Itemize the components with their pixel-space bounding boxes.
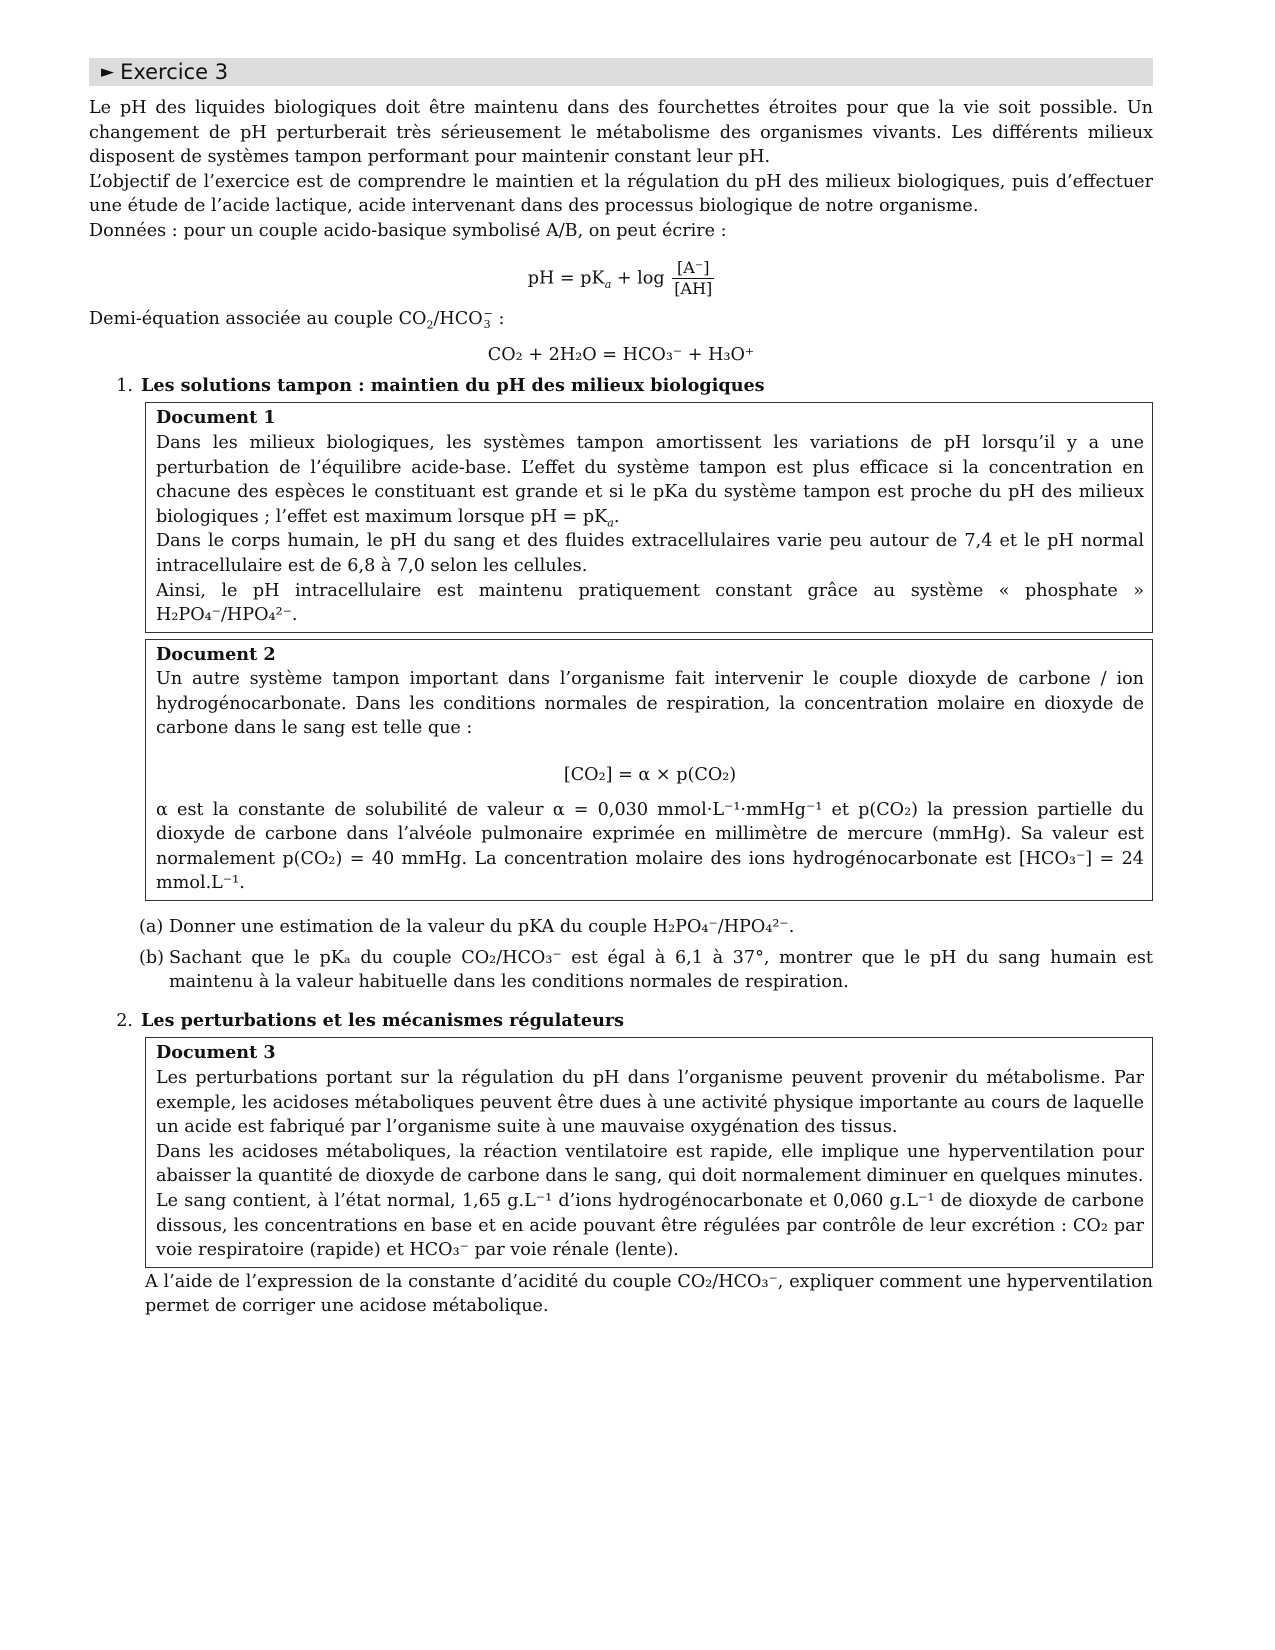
question-1 [89,374,1153,399]
document-2-title: Document 2 [156,643,276,665]
question-1b-text: Sachant que le pKₐ du couple CO₂/HCO₃⁻ est égal à 6,1 à 37°, montrer que le pH du sang humain est maintenu à la valeur habituelle dans les conditions normales de respiration. [169,947,1153,993]
question-1a [139,915,1153,940]
document-1-paragraph-1: Dans les milieux biologiques, les systèmes tampon amortissent les variations de pH lorsqu’il y a une perturbation de l’équilibre acide-base. L’effet du système tampon est plus efficace si la concentration en chacune des espèces le constituant est grande et si le pKa du système tampon est proche du pH des milieux biologiques ; l’effet est maximum lorsque pH = $pK_a$. [156,432,1144,530]
question-1b-label: (b) [139,947,164,968]
exercise-title: Exercice 3 [120,59,229,84]
document-3-paragraph-1: Les perturbations portant sur la régulation du pH dans l’organisme peuvent provenir du métabolisme. Par exemple, les acidoses métaboliques peuvent être dues à une activité physique importante au cours de laquelle un acide est fabriqué par l’organisme suite à une mauvaise oxygénation des tissus. [156,1068,1144,1138]
document-1 [145,402,1153,632]
question-1a-label: (a) [139,917,164,938]
document-1-paragraph-3: Ainsi, le pH intracellulaire est maintenu pratiquement constant grâce au système « phosphate » H₂PO₄⁻/HPO₄²⁻. [156,580,1144,626]
question-1-title: Les solutions tampon : maintien du pH des milieux biologiques [141,374,765,396]
triangle-marker-icon: ► [101,61,115,82]
question-2-number: 2. [116,1010,133,1031]
exercise-page [89,58,1153,1319]
document-2-paragraph-1: Un autre système tampon important dans l’organisme fait intervenir le couple dioxyde de carbone / ion hydrogénocarbonate. Dans les conditions normales de respiration, la concentration molaire en dioxyde de carbone dans le sang est telle que : [156,669,1144,739]
question-1-number: 1. [116,375,133,396]
henderson-formula: pH = $pK_a + \log$ $\frac{[A^-]}{[AH]}$ [527,257,713,298]
question-1a-text: Donner une estimation de la valeur du pKA du couple H₂PO₄⁻/HPO₄²⁻. [169,917,795,938]
exercise-header [89,58,1153,86]
document-2 [145,639,1153,901]
intro-paragraph-2: L’objectif de l’exercice est de comprendre le maintien et la régulation du pH des milieux biologiques, puis d’effectuer une étude de l’acide lactique, acide intervenant dans des processus biologique de notre organisme. [89,171,1153,217]
intro-data-line: Données : pour un couple acido-basique symbolisé A/B, on peut écrire : [89,220,727,241]
document-1-paragraph-2: Dans le corps humain, le pH du sang et des fluides extracellulaires varie peu autour de 7,4 et le pH normal intracellulaire est de 6,8 à 7,0 selon les cellules. [156,531,1144,576]
document-2-paragraph-2: α est la constante de solubilité de valeur α = 0,030 mmol·L⁻¹·mmHg⁻¹ et p(CO₂) la pression partielle du dioxyde de carbone dans l’alvéole pulmonaire exprimée en millimètre de mercure (mmHg). Sa valeur est normalement p(CO₂) = 40 mmHg. La concentration molaire des ions hydrogénocarbonate est [HCO₃⁻] = 24 mmol.L⁻¹. [156,799,1144,894]
question-1b [139,946,1153,995]
question-2-title: Les perturbations et les mécanismes régulateurs [141,1009,625,1031]
document-3-paragraph-3: Le sang contient, à l’état normal, 1,65 g.L⁻¹ d’ions hydrogénocarbonate et 0,060 g.L⁻¹ de dioxyde de carbone dissous, les concentrations en base et en acide pouvant être régulées par contrôle de leur excrétion : CO₂ par voie respiratoire (rapide) et HCO₃⁻ par voie rénale (lente). [156,1190,1144,1261]
question-2-text: A l’aide de l’expression de la constante d’acidité du couple CO₂/HCO₃⁻, expliquer comment une hyperventilation permet de corriger une acidose métabolique. [145,1271,1153,1317]
question-2 [89,1009,1153,1034]
document-3 [145,1037,1153,1267]
formula-fraction: $\frac{[A^-]}{[AH]}$ [674,257,713,298]
intro-paragraph-1: Le pH des liquides biologiques doit être maintenu dans des fourchettes étroites pour que la vie soit possible. Un changement de pH perturberait très sérieusement le métabolisme des organismes vivants. Les différents milieux disposent de systèmes tampon performant pour maintenir constant leur pH. [89,98,1153,168]
document-3-title: Document 3 [156,1042,276,1064]
demi-equation-label: Demi-équation associée au couple $CO_2$/HCO − 3 : [89,306,505,332]
co2-equation: CO₂ + 2H₂O = HCO₃⁻ + H₃O⁺ [487,345,755,366]
document-1-title: Document 1 [156,407,276,429]
co2-concentration-formula: [CO₂] = α × p(CO₂) [563,765,737,786]
document-3-paragraph-2: Dans les acidoses métaboliques, la réaction ventilatoire est rapide, elle implique une hyperventilation pour abaisser la quantité de dioxyde de carbone dans le sang, qui doit normalement diminuer en quelques minutes. [156,1141,1144,1187]
